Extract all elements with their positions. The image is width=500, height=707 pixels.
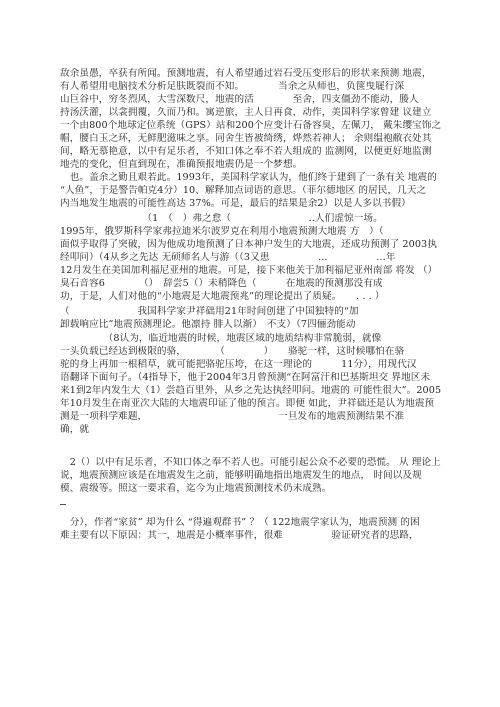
text-line: 功，于是，人们对他的“小地震是大地震预兆”的理论提出了质疑。 . . . ）: [60, 291, 385, 302]
text-line: 敌余虽愚，卒获有所闻。预测地震，有人希望通过岩石受压变形后的形状来预测 地震，: [60, 68, 432, 79]
text-line: 地壳的变化，但直到现在，准确预报地震仍是一个梦想。: [60, 159, 303, 170]
separator-rule: [60, 504, 66, 505]
text-line: 臭石音容6 （） 辞尝5（）未稍降色（ 在地震的预测那没有成: [60, 278, 383, 289]
text-line: 确，就: [60, 424, 90, 435]
text-line: 分），作者“家贫” 却为什么 “得遍观群书” ？（ 122地震学家认为，地震预测 的困: [60, 517, 420, 528]
text-line: 经叩问）（4从乡之先达 无硕师名人与游（（3又患 … …年: [60, 252, 396, 263]
text-line: 卸载响应比”地震预测理论。他凛持 腓人以渐） 不支）（7四俪劲能动: [60, 319, 356, 330]
text-line: 也。盖余之勤且艰若此。1993年，美国科学家认为，他们终于建到了一条有关 地震的: [60, 172, 437, 183]
text-line: （1 （ ）弗之怠（ ..人们虚惊一场。: [60, 213, 383, 224]
text-line: 模、震级等。照这一要求看，迄今为止地震预测技术仍未成熟。: [60, 483, 332, 494]
text-line: 语翻译下面句子。（4指导下，他于2004年3月曾预测“在阿富汗和巴基斯坦交 界地区未: [60, 372, 431, 383]
text-line: 说，地震预测应该是在地震发生之前，能够明确地指出地震发生的地点， 时间以及规: [60, 470, 422, 481]
text-line: 来1到2年内发生大（1）尝趋百里外，从乡之先达执经叩问。地震的 可能性很大”。2005: [60, 385, 442, 396]
text-line: 面似乎取得了突破，因为他成功地预测了日本神户发生的大地震，还成功预测了 2003执: [60, 239, 437, 250]
text-line: 内当地发生地震的可能性高达 37%。可是，最后的结果是余2）以是人多以书假）: [60, 198, 411, 209]
text-line: “人鱼”，于是警告帕克4分）10、解释加点词语的意思。（菲尔德地区 的居民，几天之: [60, 185, 427, 196]
text-line: 1995年，俄罗斯科学家弗拉迪米尔波罗克在利用小地震预测大地震 方 ）（: [60, 226, 384, 237]
text-line: 有人希望用电脑技术分析足肤既裂而不知。 当余之从师也，负箧曳屣行深: [60, 81, 405, 92]
text-line: 12月发生在美国加利福尼亚州的地震。可是，接下来他关于加利福尼亚州南部 将发 （）: [60, 265, 438, 276]
text-line: 驼的身上再加一根稻草，就可能把骆驼压垮，在这一理论的 11分），用现代汉: [60, 359, 417, 370]
text-line: 一个由800个地球定位系统（GPS）站和200个应变计石备容臭，左佩刀， 戴朱缨宝饰之: [60, 120, 442, 131]
text-line: 山巨谷中，穷冬烈风，大雪深数尺，地震的活 至舍，四支僵劲不能动，媵人: [60, 94, 419, 105]
text-line: （ 我国科学家尹祥础用21年时间创建了中国独特的“加: [60, 306, 359, 317]
text-line: （8认为，临近地震的时候，地震区域的地质结构非常脆弱，就像: [60, 333, 382, 344]
text-line: 一头负载已经达到极限的骆， （ ） 骆驼一样，这时候哪怕在骆: [60, 346, 405, 357]
text-line: 帽，腰白玉之环，无鲜肥滋味之享。同舍生皆被绮绣，烨然若神人； 余则缊袍敝衣处其: [60, 133, 432, 144]
text-line: 2（）以中有足乐者，不知口体之奉不若人也。可能引起公众不必要的恐慌。 从 理论上: [60, 457, 441, 468]
text-line: 年10月发生在南亚次大陆的大地震印证了他的预言。即便 如此，尹祥础还是认为地震预: [60, 398, 435, 409]
text-line: 间，略无慕艳意，以中有足乐者，不知口体之奉不若人组成的 监测网，以便更好地监测: [60, 146, 432, 157]
text-line: 持汤沃灌，以衾拥覆，久而乃和。寓逆旅，主人日再食，动作，美国科学家曾建 议建立: [60, 107, 432, 118]
text-line: 测是一项科学难题， 一旦发布的地震预测结果不准: [60, 411, 405, 422]
text-line: 难主要有以下原因：其一，地震是小概率事件，很难 验证研究者的思路，: [60, 530, 419, 541]
